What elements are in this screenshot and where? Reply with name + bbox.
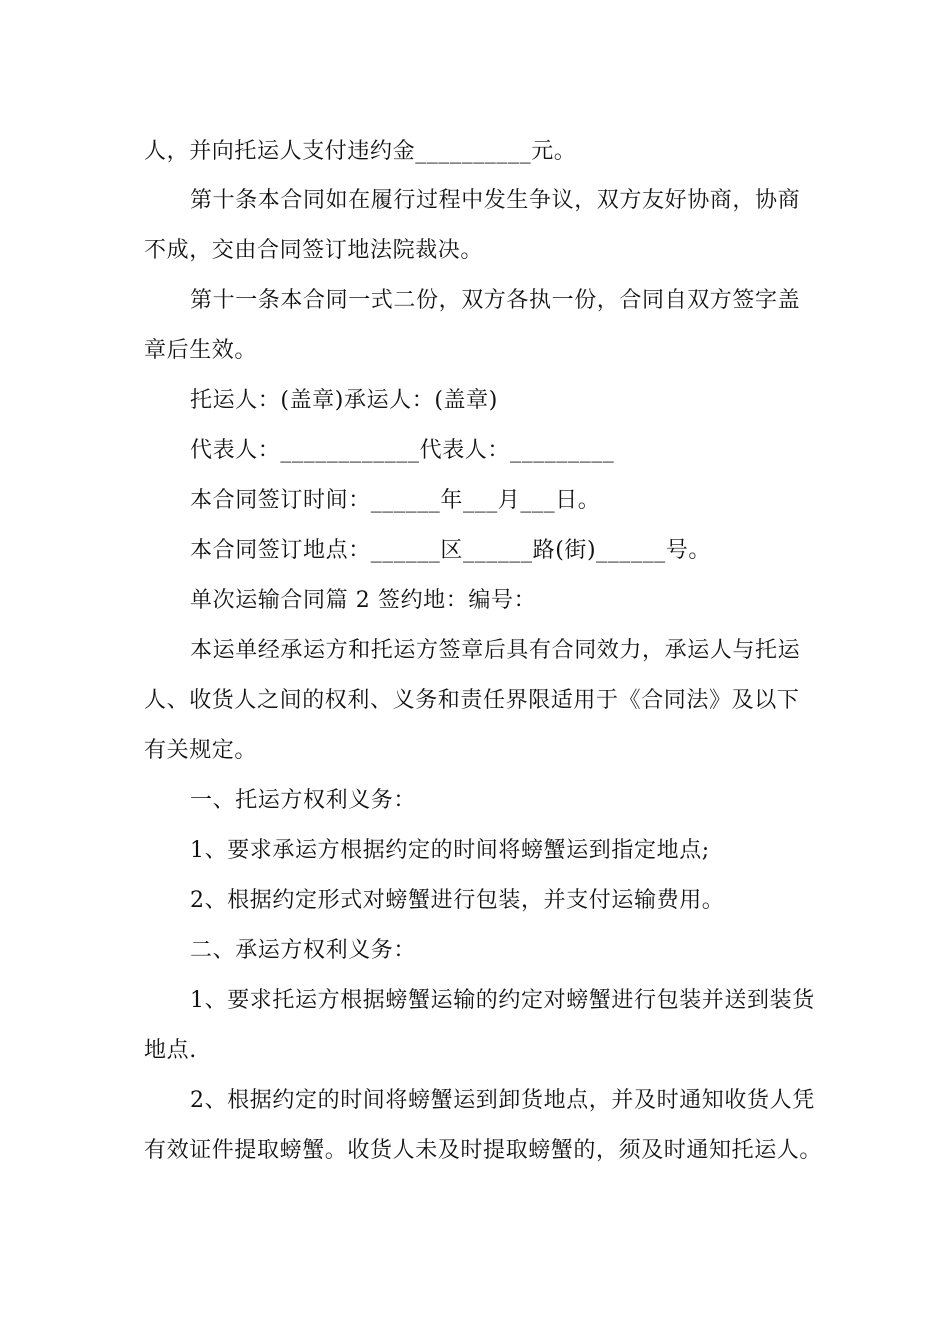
text-line: 一、托运方权利义务： — [190, 788, 417, 813]
text-line: 2、根据约定形式对螃蟹进行包装，并支付运输费用。 — [190, 888, 725, 913]
text-line: 代表人：____________代表人：_________ — [190, 438, 615, 463]
text-line: 本合同签订地点：______区______路(街)______号。 — [190, 538, 711, 563]
text-line: 地点. — [144, 1038, 197, 1063]
text-line: 2、根据约定的时间将螃蟹运到卸货地点，并及时通知收货人凭 — [190, 1088, 815, 1113]
text-line: 有效证件提取螃蟹。收货人未及时提取螃蟹的，须及时通知托运人。 — [144, 1138, 823, 1163]
text-line: 本合同签订时间：______年___月___日。 — [190, 488, 601, 513]
text-line: 人、收货人之间的权利、义务和责任界限适用于《合同法》及以下 — [144, 688, 800, 713]
text-line: 单次运输合同篇 2 签约地：编号： — [190, 588, 537, 613]
text-line: 章后生效。 — [144, 338, 258, 363]
text-line: 第十条本合同如在履行过程中发生争议，双方友好协商，协商 — [190, 188, 801, 213]
text-line: 第十一条本合同一式二份，双方各执一份，合同自双方签字盖 — [190, 288, 801, 313]
text-line: 本运单经承运方和托运方签章后具有合同效力，承运人与托运 — [190, 638, 801, 663]
text-line: 人，并向托运人支付违约金__________元。 — [144, 139, 577, 164]
text-line: 1、要求托运方根据螃蟹运输的约定对螃蟹进行包装并送到装货 — [190, 988, 815, 1013]
text-line: 1、要求承运方根据约定的时间将螃蟹运到指定地点; — [190, 838, 710, 863]
text-line: 有关规定。 — [144, 738, 258, 763]
text-line: 不成，交由合同签订地法院裁决。 — [144, 238, 484, 263]
text-line: 二、承运方权利义务： — [190, 938, 417, 963]
text-line: 托运人：(盖章)承运人：(盖章) — [190, 388, 498, 413]
